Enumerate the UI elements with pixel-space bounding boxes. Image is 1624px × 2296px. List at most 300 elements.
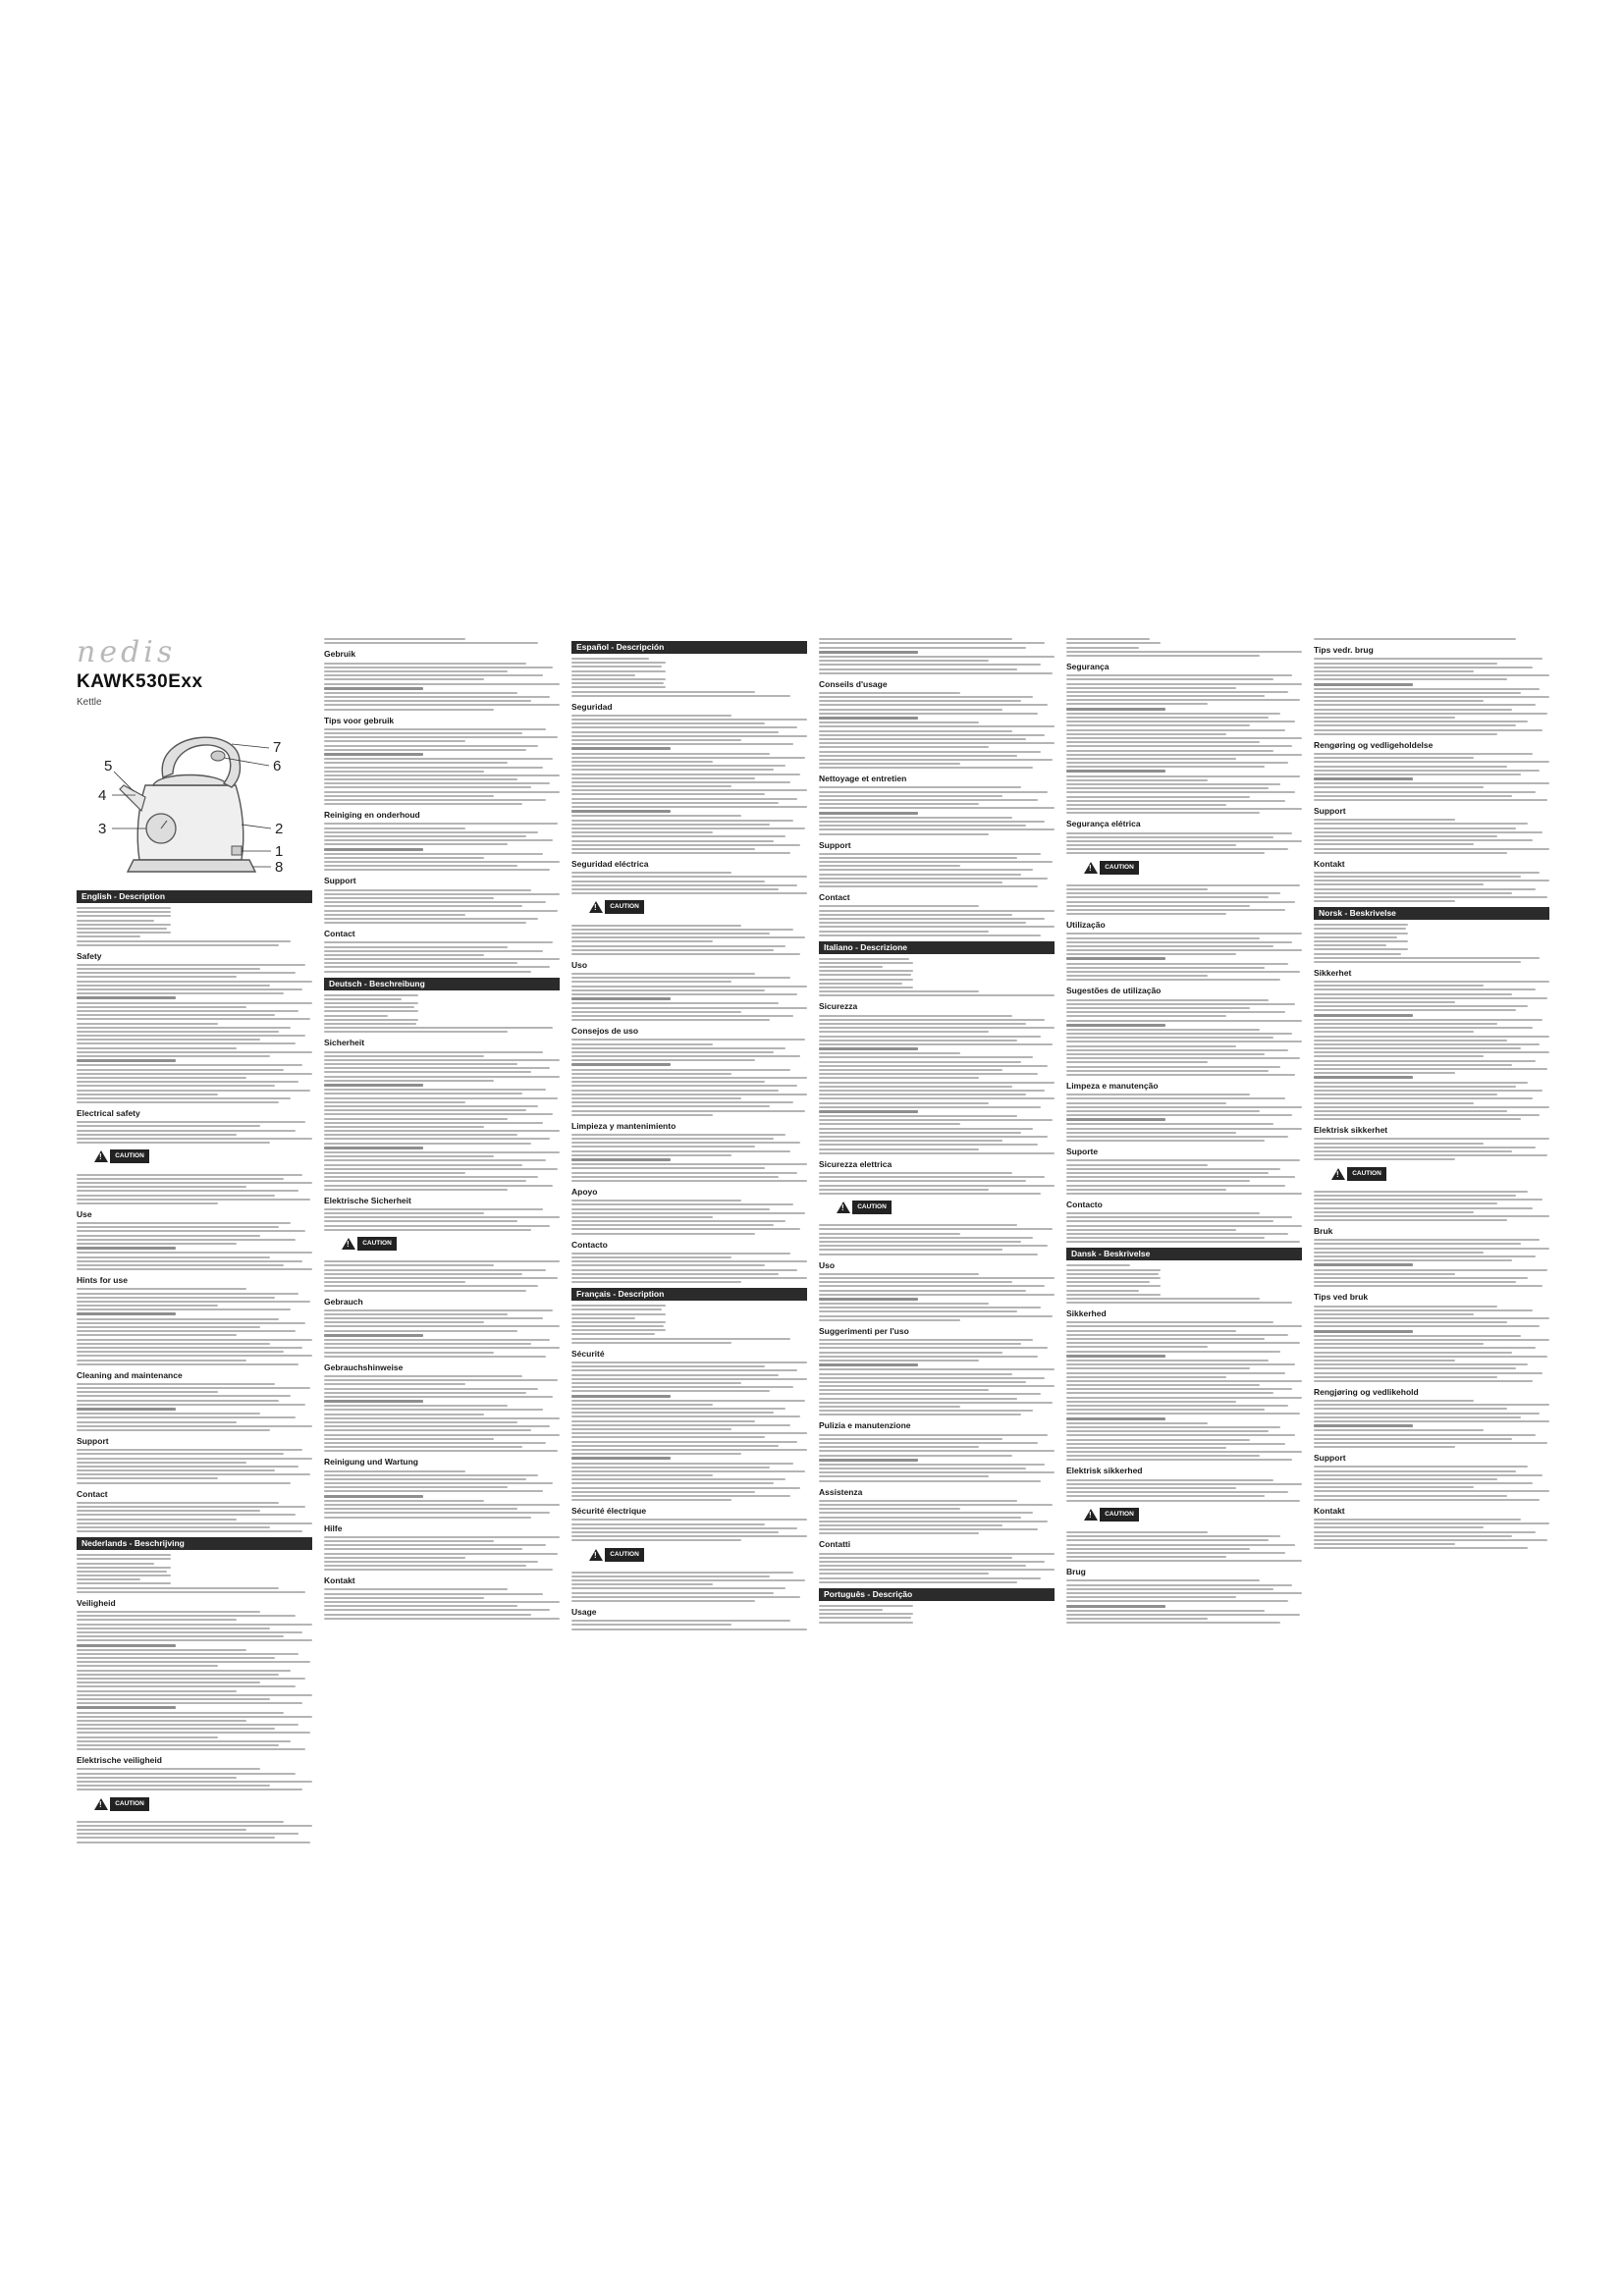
text-line [77, 1768, 260, 1770]
text-line [1314, 839, 1533, 841]
text-line [819, 1224, 1017, 1226]
text-line [324, 795, 494, 797]
text-line [819, 1500, 1017, 1502]
text-line [1314, 928, 1406, 930]
subheading-placeholder [571, 1063, 671, 1066]
text-line [1066, 971, 1300, 973]
text-line [571, 1176, 779, 1178]
text-line [1066, 683, 1302, 685]
text-line [1314, 1519, 1521, 1521]
text-line [819, 962, 913, 964]
text-line [819, 664, 1041, 666]
text-line [324, 1168, 558, 1170]
text-line [819, 853, 1041, 855]
text-line [571, 726, 797, 728]
text-line [1314, 757, 1474, 759]
text-line [77, 1395, 291, 1397]
text-line [1314, 1281, 1516, 1283]
text-line [571, 1039, 805, 1041]
text-line [324, 1089, 546, 1091]
text-line [571, 1467, 770, 1468]
text-line [819, 983, 902, 985]
section-heading: Elektrische veiligheid [77, 1755, 162, 1766]
text-line [1066, 1269, 1161, 1271]
text-line [571, 691, 755, 693]
text-line [77, 1736, 218, 1738]
text-line [819, 1532, 979, 1534]
text-line [1066, 1011, 1285, 1013]
text-line [324, 1264, 494, 1266]
text-line [1314, 1309, 1533, 1311]
text-line [819, 926, 1055, 928]
warning-triangle-icon [589, 1549, 603, 1561]
text-line [819, 1434, 1048, 1436]
text-line [1314, 1009, 1516, 1011]
text-line [324, 1321, 484, 1323]
text-line [1066, 1334, 1288, 1336]
text-line [324, 692, 517, 694]
text-line [571, 1110, 805, 1112]
text-line [819, 746, 989, 748]
text-line [77, 1506, 305, 1508]
text-line [1066, 1384, 1260, 1386]
text-line [324, 670, 508, 672]
text-line [324, 865, 517, 867]
text-line [324, 1561, 538, 1563]
text-line [819, 1254, 1038, 1255]
text-line [1314, 1482, 1533, 1484]
text-line [571, 1055, 800, 1057]
text-line [571, 1163, 807, 1165]
subheading-placeholder [324, 1334, 423, 1337]
subheading-placeholder [819, 1110, 918, 1113]
text-line [1066, 1128, 1302, 1130]
text-line [571, 666, 662, 667]
text-line [571, 936, 805, 938]
text-line [571, 682, 664, 684]
section-heading: Support [1314, 806, 1346, 816]
text-line [1066, 975, 1208, 977]
text-line [1314, 1273, 1455, 1275]
text-line [1314, 799, 1547, 801]
text-line [77, 1789, 302, 1790]
text-line [77, 1226, 279, 1228]
text-line [1314, 1360, 1455, 1362]
text-line [571, 949, 774, 951]
text-line [77, 992, 284, 994]
text-line [819, 1136, 1048, 1138]
text-line [77, 1453, 284, 1455]
text-line [1314, 1055, 1484, 1057]
text-line [571, 1142, 800, 1144]
lid-release-button [211, 751, 225, 761]
text-line [1314, 1005, 1528, 1007]
text-line [819, 1069, 1002, 1071]
section-heading: Suporte [1066, 1147, 1099, 1157]
text-line [324, 1330, 517, 1332]
text-line [1314, 835, 1497, 837]
section-heading: Conseils d'usage [819, 678, 888, 689]
caution-label [94, 1149, 149, 1163]
text-line [571, 1273, 779, 1275]
subheading-placeholder [324, 753, 423, 756]
power-base [128, 860, 255, 872]
caution-label [837, 1201, 892, 1214]
section-heading: Sécurité électrique [571, 1506, 647, 1517]
warning-triangle-icon [94, 1798, 108, 1810]
text-line [77, 981, 312, 983]
text-line [324, 1446, 522, 1448]
text-line [819, 1393, 1041, 1395]
subheading-placeholder [1314, 1014, 1413, 1017]
text-line [571, 1077, 807, 1079]
text-line [324, 1019, 418, 1021]
text-line [1066, 804, 1226, 806]
text-line [819, 751, 1041, 753]
section-heading: Sécurité [571, 1348, 605, 1359]
text-line [77, 1619, 237, 1621]
text-line [324, 1113, 553, 1115]
text-line [819, 1528, 1038, 1530]
text-line [819, 642, 1045, 644]
text-line [819, 1241, 1021, 1243]
text-line [571, 1313, 666, 1315]
text-line [1314, 667, 1533, 668]
text-line [1314, 713, 1547, 715]
subheading-placeholder [324, 1147, 423, 1149]
text-line [819, 704, 1048, 706]
section-heading: Reiniging en onderhoud [324, 810, 420, 821]
text-line [324, 1063, 517, 1065]
text-line [77, 1031, 279, 1033]
text-line [1066, 1588, 1273, 1590]
text-line [819, 1360, 979, 1362]
text-line [1314, 1285, 1543, 1287]
text-line [324, 803, 522, 805]
text-line [819, 1097, 1055, 1099]
text-line [1314, 1191, 1528, 1193]
text-line [77, 1567, 171, 1569]
section-heading: Tips vedr. brug [1314, 645, 1374, 656]
text-line [1314, 1347, 1536, 1349]
subheading-placeholder [324, 1400, 423, 1403]
text-line [571, 1531, 779, 1533]
text-line [1314, 638, 1516, 640]
text-line [324, 1605, 517, 1607]
text-line [1066, 1434, 1295, 1436]
text-line [324, 1409, 543, 1411]
text-line [1314, 1043, 1540, 1045]
text-line [77, 1121, 305, 1123]
text-line [77, 1130, 296, 1132]
text-line [819, 1389, 989, 1391]
text-line [324, 1347, 560, 1349]
text-line [77, 944, 279, 946]
text-line [819, 1446, 979, 1448]
text-line [819, 1464, 1045, 1466]
text-line [324, 786, 531, 788]
text-line [571, 1378, 807, 1380]
caution-label [342, 1237, 397, 1251]
text-line [1066, 1070, 1269, 1072]
text-line [1314, 1060, 1536, 1062]
text-line [77, 1239, 296, 1241]
section-heading: Kontakt [1314, 858, 1345, 869]
text-line [1066, 1360, 1269, 1362]
text-line [1066, 941, 1292, 943]
text-line [324, 1482, 553, 1484]
text-line [571, 1019, 770, 1021]
text-line [571, 925, 741, 927]
section-bar-português: Português - Descrição [819, 1588, 1055, 1601]
text-line [819, 1061, 1021, 1063]
text-line [819, 730, 1012, 732]
text-line [1314, 1352, 1512, 1354]
text-line [1314, 721, 1528, 722]
section-heading: Support [77, 1435, 109, 1446]
text-line [1066, 1159, 1300, 1161]
text-line [571, 1499, 731, 1501]
text-line [819, 1180, 1026, 1182]
text-line [324, 1414, 484, 1415]
text-line [77, 1429, 270, 1431]
section-bar-english: English - Description [77, 890, 312, 903]
text-line [1066, 1556, 1226, 1558]
section-heading: Tips voor gebruik [324, 715, 395, 725]
text-line [1066, 1443, 1285, 1445]
text-line [1066, 1321, 1273, 1323]
text-line [571, 1338, 790, 1340]
text-line [1314, 1027, 1533, 1029]
text-line [571, 1224, 774, 1226]
text-line [819, 1347, 1048, 1349]
text-line [1314, 1408, 1507, 1410]
text-line [571, 781, 790, 783]
text-line [77, 1055, 270, 1057]
text-line [819, 725, 1055, 727]
text-line [77, 920, 154, 922]
text-line [571, 798, 797, 800]
text-line [571, 1011, 741, 1013]
text-line [819, 1023, 1026, 1025]
text-line [571, 1415, 800, 1417]
text-line [324, 1517, 531, 1519]
text-line [324, 762, 508, 764]
text-line [571, 785, 731, 787]
section-bar-español: Español - Descripción [571, 641, 807, 654]
text-line [77, 1094, 218, 1095]
text-line [77, 1425, 312, 1427]
text-line [571, 1172, 797, 1174]
text-line [77, 988, 302, 990]
text-line [77, 1199, 310, 1201]
text-line [324, 1122, 543, 1124]
text-line [324, 1548, 522, 1550]
text-line [1314, 1429, 1484, 1431]
text-line [1314, 1086, 1516, 1088]
text-line [1314, 1434, 1536, 1436]
text-line [1314, 957, 1540, 959]
text-line [77, 1027, 291, 1029]
text-line [324, 1015, 388, 1017]
text-line [324, 1339, 550, 1341]
text-line [819, 1277, 1055, 1279]
text-line [819, 905, 979, 907]
text-line [324, 1569, 553, 1571]
text-line [324, 966, 550, 968]
text-line [571, 1428, 731, 1430]
text-line [324, 823, 558, 825]
text-line [571, 789, 807, 791]
text-line [77, 1587, 279, 1589]
text-line [819, 1512, 1033, 1514]
text-line [1314, 1522, 1549, 1524]
text-line [819, 1052, 960, 1054]
text-line [77, 1740, 291, 1742]
text-line [571, 1216, 713, 1218]
text-line [324, 1434, 560, 1436]
text-line [571, 1228, 800, 1230]
text-line [819, 1086, 1012, 1088]
text-line [324, 1118, 508, 1120]
callout-6: 6 [273, 758, 282, 774]
text-line [571, 1579, 805, 1581]
text-line [1066, 703, 1208, 705]
text-line [1314, 1277, 1528, 1279]
text-line [819, 668, 1017, 670]
text-line [1314, 753, 1533, 755]
text-line [571, 1146, 755, 1148]
text-line [77, 1042, 296, 1044]
text-line [1066, 999, 1269, 1001]
text-line [1314, 1202, 1497, 1204]
text-line [1066, 836, 1273, 838]
text-line [1314, 1495, 1507, 1497]
text-line [571, 848, 755, 850]
text-line [77, 1690, 237, 1692]
text-line [1314, 1313, 1474, 1315]
text-line [77, 1252, 312, 1254]
text-line [819, 1373, 1012, 1375]
text-line [571, 1445, 779, 1447]
text-line [571, 1478, 785, 1480]
text-line [571, 1047, 785, 1049]
text-line [1314, 1442, 1547, 1444]
text-line [1066, 724, 1250, 726]
text-line [819, 833, 989, 835]
text-line [77, 1833, 298, 1835]
text-line [571, 1523, 765, 1525]
text-line [324, 1143, 531, 1145]
text-line [571, 1470, 805, 1472]
section-heading: Sicurezza [819, 1001, 858, 1012]
text-line [571, 793, 765, 795]
text-line [77, 1101, 279, 1103]
text-line [571, 1362, 807, 1363]
section-heading: Use [77, 1208, 92, 1219]
text-line [1066, 1041, 1302, 1042]
text-line [77, 1069, 284, 1071]
text-line [77, 1010, 298, 1012]
text-line [77, 1685, 296, 1687]
text-line [571, 881, 765, 882]
subheading-placeholder [324, 848, 423, 851]
text-line [1066, 1007, 1250, 1009]
subheading-placeholder [1066, 708, 1165, 711]
text-line [77, 1308, 291, 1310]
text-line [1066, 1185, 1285, 1187]
text-line [819, 1189, 989, 1191]
text-line [1314, 1243, 1521, 1245]
text-line [1314, 1420, 1549, 1422]
text-line [324, 1269, 546, 1271]
text-line [77, 1477, 218, 1479]
subheading-placeholder [324, 1084, 423, 1087]
text-line [571, 1094, 807, 1095]
caution-label [94, 1797, 149, 1811]
text-line [1314, 1372, 1543, 1374]
text-line [1066, 687, 1236, 689]
text-line [819, 696, 1033, 698]
text-line [571, 1317, 635, 1319]
text-line [1314, 953, 1401, 955]
text-line [1066, 1045, 1236, 1047]
subheading-placeholder [571, 1457, 671, 1460]
text-line [77, 1222, 291, 1224]
text-line [571, 777, 755, 779]
text-line [77, 1064, 302, 1066]
text-line [1314, 944, 1386, 946]
text-line [1314, 993, 1512, 995]
section-heading: Usage [571, 1607, 597, 1617]
text-line [1066, 1053, 1265, 1055]
section-bar-italiano: Italiano - Descrizione [819, 941, 1055, 954]
text-line [571, 888, 779, 890]
section-heading: Gebruik [324, 649, 356, 660]
text-line [819, 1043, 1053, 1045]
text-line [1314, 1090, 1543, 1092]
text-line [1314, 770, 1540, 772]
text-line [571, 1408, 785, 1410]
text-line [77, 972, 296, 974]
text-line [571, 1305, 666, 1307]
text-line [819, 672, 1053, 674]
section-bar-deutsch: Deutsch - Beschreibung [324, 978, 560, 990]
text-line [1314, 1547, 1528, 1549]
text-line [77, 1301, 310, 1303]
text-line [77, 1665, 218, 1667]
text-line [77, 1355, 312, 1357]
text-line [819, 1106, 1041, 1108]
text-line [819, 1036, 1041, 1038]
text-line [819, 1475, 989, 1477]
text-line [819, 825, 1026, 827]
section-heading: Nettoyage et entretien [819, 774, 907, 784]
text-line [819, 1581, 1017, 1583]
text-line [1066, 1285, 1161, 1287]
text-line [819, 857, 1017, 859]
text-line [324, 889, 531, 891]
subheading-placeholder [819, 1459, 918, 1462]
text-line [1066, 1439, 1250, 1441]
text-line [571, 1596, 800, 1598]
text-line [1066, 1455, 1260, 1457]
text-line [77, 1421, 237, 1423]
text-line [1066, 1338, 1265, 1340]
text-line [77, 1260, 302, 1262]
subheading-placeholder [77, 1312, 176, 1315]
text-line [1314, 670, 1474, 672]
